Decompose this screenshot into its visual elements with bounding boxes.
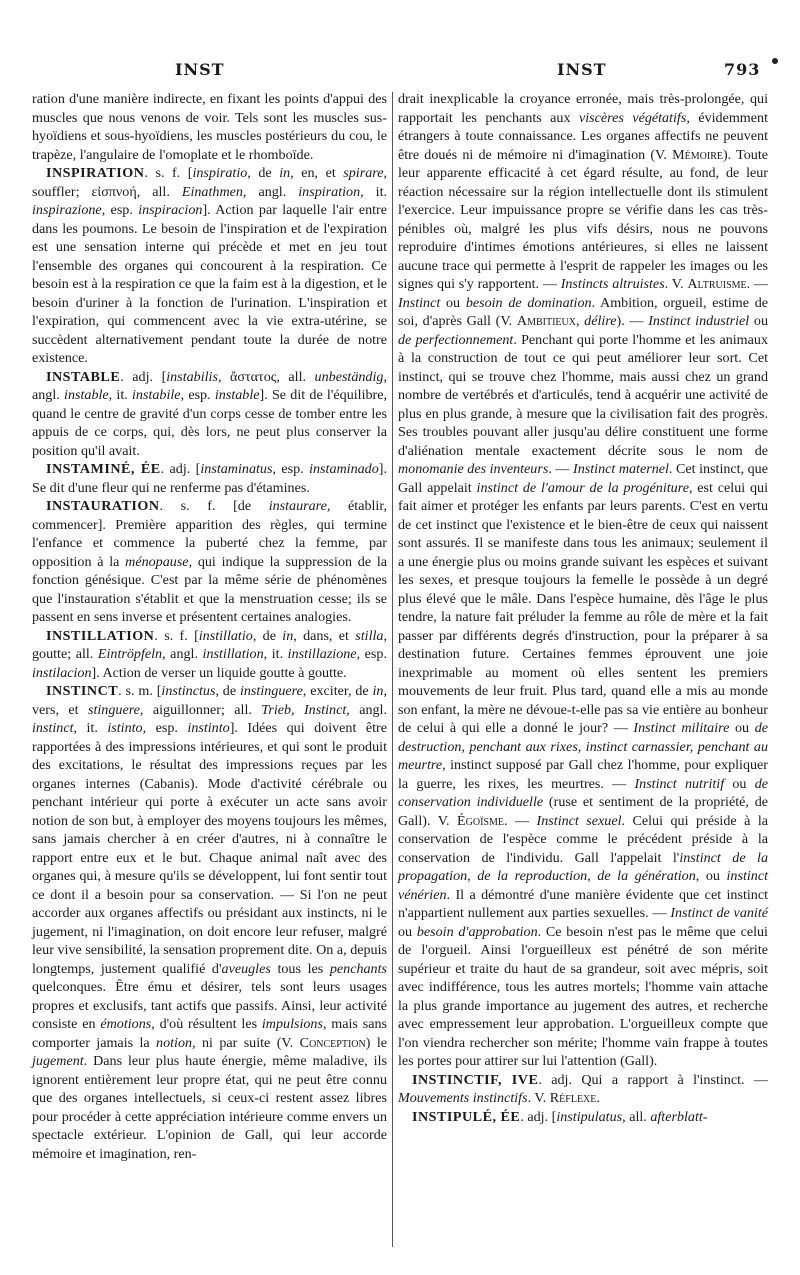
entry-instipule: INSTIPULÉ, ÉE. adj. [instipulatus, all. afterblatt- — [412, 1108, 708, 1125]
continued-paragraph: drait inexplicable la croyance erronée, mais très-prolongée, qui rapportait les penchants aux viscères végétatifs, évidemment étrangers à toute connaissance. Les organes affectifs ne peuvent être doués ni de mémoire ni d'imagination (V. Mémoire). Toute leur apparente efficacité à cet égard résulte, au fond, de leur réaction nécessaire sur la région intellectuelle dont ils stimulent l'exercice. Leur impuissance propre se vérifie dans les cas très-pénibles où, malgré les plus vifs désirs, nous ne pouvons reproduire d'intimes émotions antérieures, si elles ne laissent aucune trace qui permette à l'esprit de rappeler les images ou les signes qui s'y rapportent. — Instincts altruistes. V. Altruisme. — Instinct ou besoin de domination. Ambition, orgueil, estime de soi, d'après Gall (V. Ambitieux, délire). — Instinct industriel ou de perfectionnement. Penchant qui porte l'homme et les animaux à la construction de tout ce qui peut améliorer leur sort. Cet instinct, qui se trouve chez l'homme, mais aussi chez un grand nombre de vertébrés et d'articulés, tend à acquérir une activité de plus en plus grande, à mesure que la civilisation fait des progrès. Ses troubles pouvant aller jusqu'au délire constituent une forme d'aliénation mentale exactement décrite sous le nom de monomanie des inventeurs. — Instinct maternel. Cet instinct, que Gall appelait instinct de l'amour de la progéniture, est celui qui fait aimer et protéger les enfants par leurs parents. C'est en vertu de cet instinct que l'existence et le bien-être de ceux qui naissent sont assurés. Il se manifeste dans tous les animaux; seulement il a une énergie plus ou moins grande suivant les espèces et suivant les sexes, et presque toujours la femelle le possède à un degré plus élevé que le mâle. Dans l'espèce humaine, dès l'âge le plus tendre, la nature fait préluder la femme au rôle de mère et la fait passer par différents degrés d'instruction, pour la préparer à sa destination future. Certaines femmes éprouvent une joie inexprimable au moment où elles sentent les premiers mouvements de leur fruit. Plus tard, quand elle a mis au monde son enfant, la mère ne dévoue-t-elle pas sa vie entière au bonheur de celui à qui elle a donné le jour? — Instinct militaire ou de destruction, penchant aux rixes, instinct carnassier, penchant au meurtre, instinct supposé par Gall chez l'homme, pour expliquer la guerre, les rixes, les meurtres. — Instinct nutritif ou de conservation individuelle (ruse et sentiment de la propriété, de Gall). V. Égoïsme. — Instinct sexuel. Celui qui préside à la conservation de l'espèce comme le précédent préside à la conservation de l'individu. Gall l'appelait l'instinct de la propagation, de la reproduction, de la génération, ou instinct vénérien. Il a démontré d'une manière évidente que cet instinct n'appartient nullement aux parties sexuelles. — Instinct de vanité ou besoin d'approbation. Ce besoin n'est pas le même que celui de l'orgueil. Ainsi l'orgueilleux est pénétré de son mérite supérieur et traite du haut de sa grandeur, soit avec mépris, soit avec indifférence, tous les autres mortels; l'homme vain attache la plus grande importance au jugement des autres, et recherche avec empressement leur approbation. L'orgueilleux compte que l'on viendra rechercher son mérite; l'homme vain frappe à toutes les portes pour attirer sur lui l'attention (Gall). — [398, 91, 769, 1069]
headword: INSTABLE — [46, 368, 121, 385]
entry-instauration: INSTAURATION. s. f. [de instaurare, établir, commencer]. Première apparition des règles, qui termine l'enfance et commence la puberté chez la femme, par opposition à la ménopause, qui indique la suppression de la fonction génésique. C'est par la même série de phénomènes que l'instauration s'établit et que la menstruation cesse; ils se passent en sens inverse et présentent certaines analogies. — [32, 498, 387, 625]
entry-instable: INSTABLE. adj. [instabilis, ἄστατος, all. unbeständig, angl. instable, it. instabile, esp. instable]. Se dit de l'équilibre, quand le centre de gravité d'un corps cesse de tomber entre les appuis de ce corps, qui, dès lors, ne peut plus conserver la position qu'il avait. — [32, 368, 388, 459]
headword: INSTIPULÉ, ÉE — [412, 1108, 521, 1125]
entry-instillation: INSTILLATION. s. f. [instillatio, de in, dans, et stilla, goutte; all. Eintröpfeln, angl. instillation, it. instillazione, esp. instilacion]. Action de verser un liquide goutte à goutte. — [32, 627, 387, 681]
page-number: 793 — [724, 60, 761, 79]
headword: INSTILLATION — [46, 627, 155, 644]
column-divider — [392, 92, 393, 1247]
cross-reference: Altruisme — [687, 276, 747, 292]
cross-reference: Mémoire — [672, 146, 723, 163]
headword: INSTINCT — [46, 683, 119, 699]
entry-instamine: INSTAMINÉ, ÉE. adj. [instaminatus, esp. instaminado]. Se dit d'une fleur qui ne renferme pas d'étamines. — [32, 461, 387, 496]
cross-reference: Conception — [299, 1034, 366, 1051]
ink-dot — [772, 58, 778, 64]
cross-reference: Ambitieux — [516, 313, 576, 329]
continued-paragraph: ration d'une manière indirecte, en fixant les points d'appui des muscles que nous venons de voir. Tels sont les muscles sus-hyoïdiens et sous-hyoïdiens, les muscles postérieurs du cou, le trapèze, l'angulaire de l'omoplate et le rhomboïde. — [32, 91, 387, 163]
entry-instinct: INSTINCT. s. m. [instinctus, de instinguere, exciter, de in, vers, et stinguere, aiguillonner; all. Trieb, Instinct, angl. instinct, it. istinto, esp. instinto]. Idées qui doivent être rapportées à des impressions intérieures, et qui sont le produit des excitations, le résultat des impressions reçues par les organes internes (Cabanis). Mode d'activité cérébrale ou penchant intérieur qui porte à exécuter un acte sans avoir notion de son but, à employer des moyens toujours les mêmes, sans jamais chercher à en créer d'autres, ni à connaître le rapport entre eux et le but. Chaque animal naît avec des organes qui, à mesure qu'ils se développent, lui font sentir tout ce dont il a besoin pour sa conservation. — Si l'on ne peut accorder aux organes affectifs ou présidant aux instincts, ni le jugement, ni l'imagination, on doit encore leur refuser, malgré leur vive sensibilité, la sensation proprement dite. On a, depuis longtemps, justement qualifié d'aveugles tous les penchants quelconques. Être ému et désirer, tels sont leurs usages propres et exclusifs, tant actifs que passifs. Ainsi, leur activité consiste en émotions, d'où résultent les impulsions, mais sans comporter jamais la notion, ni par suite (V. Conception) le jugement. Dans leur plus haute énergie, même maladive, ils ignorent entièrement leur propre état, qui ne peut être connu que des organes intellectuels, si ceux-ci restent assez libres pour procéder à cette appréciation intérieure comme envers un spectacle extérieur. L'opinion de Gall, qui leur accorde mémoire et imagination, ren- — [32, 683, 388, 1162]
left-column — [32, 90, 387, 1163]
headword: INSTAMINÉ, ÉE — [46, 461, 161, 477]
entry-instinctif: INSTINCTIF, IVE. adj. Qui a rapport à l'instinct. — Mouvements instinctifs. V. Réflexe. — [398, 1071, 768, 1106]
entry-inspiration: INSPIRATION. s. f. [inspiratio, de in, en, et spirare, souffler; εἰσπνοή, all. Einathmen, angl. inspiration, it. inspirazione, esp. inspiracion]. Action par laquelle l'air entre dans les poumons. Le besoin de l'inspiration et de l'expiration est une sensation interne qui précède et met en jeu tout l'ensemble des organes qui concourent à la respiration. Ce besoin est à la respiration ce que la faim est à la digestion, et le besoin d'uriner à la fonction de l'urination. L'inspiration et l'expiration, qui commencent avec la vie extra-utérine, se succèdent alternativement pendant toute la durée de notre existence. — [32, 165, 388, 366]
cross-reference: Réflexe — [549, 1090, 597, 1106]
running-header-left: INST — [175, 60, 225, 79]
headword: INSPIRATION — [46, 165, 145, 181]
headword: INSTAURATION — [46, 498, 160, 514]
headword: INSTINCTIF, IVE — [412, 1071, 539, 1088]
cross-reference: Égoïsme — [457, 812, 504, 829]
running-header-right: INST — [557, 60, 607, 79]
right-column — [398, 90, 768, 1126]
